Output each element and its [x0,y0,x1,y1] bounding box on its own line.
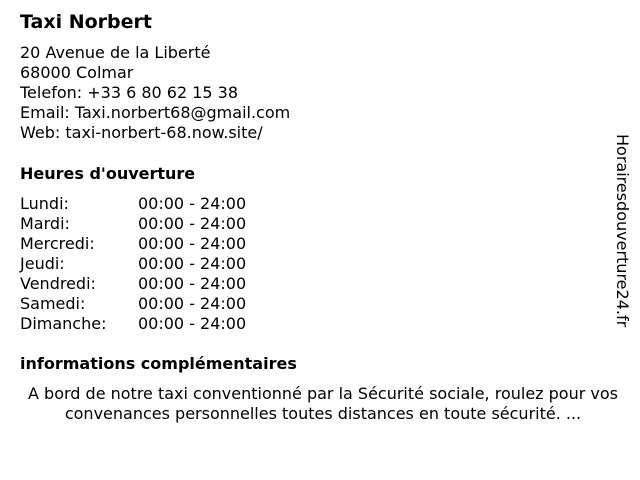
hours-row [20,314,246,334]
website: Web: taxi-norbert-68.now.site/ [20,123,263,142]
hours-row [20,294,246,314]
street-address: 20 Avenue de la Liberté [20,43,211,62]
hours-row [20,214,246,234]
time-range: 00:00 - 24:00 [138,314,247,333]
hours-row [20,194,246,214]
hours-row [20,234,246,254]
city: 68000 Colmar [20,63,134,82]
hours-row [20,274,246,294]
time-range: 00:00 - 24:00 [138,234,247,253]
day-label: Mardi: [20,214,70,233]
day-label: Mercredi: [20,234,95,253]
time-range: 00:00 - 24:00 [138,194,247,213]
watermark-text: Horairesdouverture24.fr [613,134,632,328]
opening-hours-heading: Heures d'ouverture [20,164,196,183]
business-name: Taxi Norbert [20,11,152,33]
hours-row [20,254,246,274]
day-label: Dimanche: [20,314,107,333]
day-label: Vendredi: [20,274,96,293]
additional-info-heading: informations complémentaires [20,354,297,373]
watermark [612,134,636,344]
time-range: 00:00 - 24:00 [138,254,247,273]
time-range: 00:00 - 24:00 [138,274,247,293]
contact-block [20,43,290,143]
time-range: 00:00 - 24:00 [138,294,247,313]
email: Email: Taxi.norbert68@gmail.com [20,103,291,122]
phone: Telefon: +33 6 80 62 15 38 [20,83,239,102]
time-range: 00:00 - 24:00 [138,214,247,233]
day-label: Jeudi: [20,254,65,273]
additional-info-text: A bord de notre taxi conventionné par la Sécurité sociale, roulez pour vos convenances personnelles toutes distances en toute sécurité. ... [28,384,618,423]
opening-hours-table [20,194,246,334]
day-label: Lundi: [20,194,69,213]
day-label: Samedi: [20,294,86,313]
